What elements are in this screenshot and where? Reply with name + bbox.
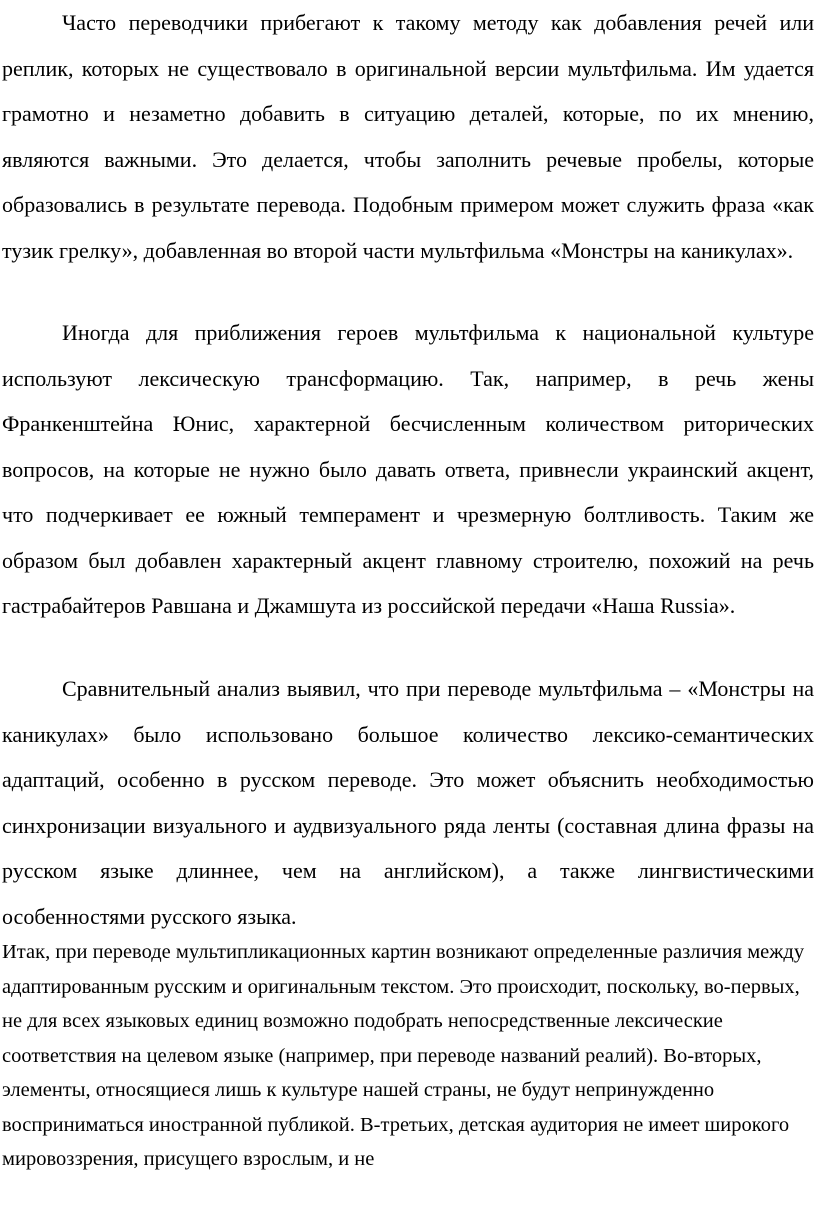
paragraph-3: Сравнительный анализ выявил, что при переводе мультфильма – «Монстры на каникулах» было использовано большое количество лексико-семантических адаптаций, особенно в русском переводе. Это может объяснить необходимостью синхронизации визуального и аудвизуального ряда ленты (составная длина фразы на русском языке длиннее, чем на английском), а также лингвистическими особенностями русского языка. xyxy=(2,676,814,929)
paragraph-1: Часто переводчики прибегают к такому методу как добавления речей или реплик, которых не существовало в оригинальной версии мультфильма. Им удается грамотно и незаметно добавить в ситуацию деталей, которые, по их мнению, являются важными. Это делается, чтобы заполнить речевые пробелы, которые образовались в результате перевода. Подобным примером может служить фраза «как тузик грелку», добавленная во второй части мультфильма «Монстры на каникулах». xyxy=(2,10,814,263)
paragraph-2: Иногда для приближения героев мультфильма к национальной культуре используют лексическую трансформацию. Так, например, в речь жены Франкенштейна Юнис, характерной бесчисленным количеством риторических вопросов, на которые не нужно было давать ответа, привнесли украинский акцент, что подчеркивает ее южный темперамент и чрезмерную болтливость. Таким же образом был добавлен характерный акцент главному строителю, похожий на речь гастрабайтеров Равшана и Джамшута из российской передачи «Наша Russia». xyxy=(2,320,814,618)
paragraph-4: Итак, при переводе мультипликационных картин возникают определенные различия между адаптированным русским и оригинальным текстом. Это происходит, поскольку, во-первых, не для всех языковых единиц возможно подобрать непосредственные лексические соответствия на целевом языке (например, при переводе названий реалий). Во-вторых, элементы, относящиеся лишь к культуре нашей страны, не будут непринужденно восприниматься иностранной публикой. В-третьих, детская аудитория не имеет широкого мировоззрения, присущего взрослым, и не xyxy=(2,941,805,1170)
